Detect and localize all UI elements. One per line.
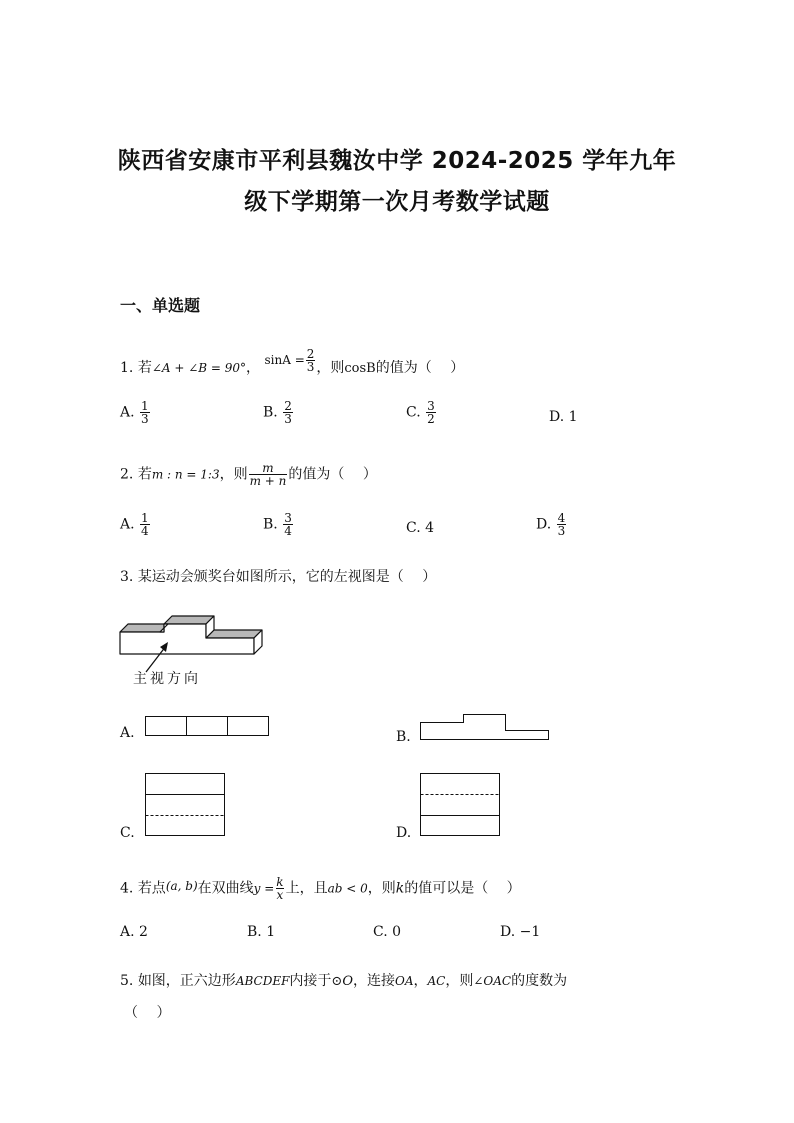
option-value: 1 (568, 409, 578, 425)
question-4 (120, 876, 521, 901)
math-k: k (395, 880, 405, 897)
question-number: 5. (120, 973, 134, 989)
math-sin-label: sinA = (264, 353, 305, 367)
q1-option-b[interactable] (263, 400, 294, 425)
option-label: B. (263, 404, 278, 421)
math-hexagon: ABCDEF (235, 974, 290, 988)
question-number: 1. (120, 360, 134, 376)
question-text: 的度数为 (511, 973, 568, 989)
question-number: 4. (120, 880, 134, 897)
q2-option-d[interactable] (536, 512, 567, 537)
option-label: D. (500, 924, 516, 940)
math-fraction (249, 462, 288, 487)
option-value: 2 (139, 924, 148, 940)
question-text: 内接于 (289, 973, 332, 989)
fraction-denominator: 3 (284, 412, 292, 426)
math-fraction (306, 348, 316, 373)
option-value: 0 (392, 924, 402, 940)
q3-option-a-figure[interactable] (145, 716, 270, 738)
option-fraction (283, 400, 293, 425)
option-label: D. (549, 409, 565, 425)
question-text: 在双曲线 (197, 880, 254, 897)
q4-option-c[interactable] (373, 924, 401, 940)
question-text: 上，且 (285, 880, 328, 897)
fraction-numerator: 1 (141, 399, 149, 413)
q3-option-b-label[interactable]: B. (396, 729, 411, 745)
fraction-numerator: k (276, 875, 284, 889)
q4-option-d[interactable] (500, 924, 540, 940)
option-label: C. (373, 924, 388, 940)
question-text: ，则 (445, 973, 474, 989)
option-label: A. (120, 404, 135, 421)
math-sin (264, 347, 317, 374)
question-text: 的值可以是（ ） (404, 880, 521, 897)
question-text: ，连接 (352, 973, 395, 989)
fraction-denominator: 4 (284, 524, 292, 538)
question-text: 的值为（ ） (288, 466, 377, 483)
option-label: D. (536, 516, 552, 533)
fraction-denominator: x (276, 888, 284, 902)
figure-caption: 主视方向 (133, 671, 201, 687)
question-text: 如图，正六边形 (137, 973, 236, 989)
question-text: ，则 (367, 880, 396, 897)
option-label: A. (120, 924, 135, 940)
fraction-denominator: 2 (427, 412, 435, 426)
fraction-denominator: m + n (249, 474, 287, 488)
option-label: C. (406, 404, 421, 421)
option-value: 1 (266, 924, 276, 940)
fraction-denominator: 3 (557, 524, 566, 538)
math-angle: ∠OAC (473, 974, 512, 988)
q3-option-d-figure[interactable] (420, 773, 502, 839)
page-title-line-2: 级下学期第一次月考数学试题 (244, 189, 550, 215)
math-condition: ∠A + ∠B = 90° (151, 361, 247, 375)
q4-option-b[interactable] (247, 924, 275, 940)
q2-option-b[interactable] (263, 512, 294, 537)
question-5 (120, 970, 567, 990)
fraction-denominator: 3 (306, 360, 315, 374)
math-circle: ⊙O (331, 974, 353, 989)
math-curve-y: y = (253, 881, 275, 896)
fraction-numerator: 2 (284, 399, 292, 413)
question-text: ，则 (316, 360, 345, 376)
question-text: ， (413, 973, 428, 989)
q3-option-a-label[interactable]: A. (120, 725, 135, 741)
option-label: C. (406, 520, 421, 536)
option-fraction (283, 512, 293, 537)
question-1 (120, 347, 465, 381)
q3-option-c-label[interactable]: C. (120, 825, 135, 841)
fraction-denominator: 4 (141, 524, 149, 538)
q1-option-a[interactable] (120, 400, 151, 425)
option-fraction (140, 400, 150, 425)
q4-option-a[interactable] (120, 924, 148, 940)
question-number: 2. (120, 466, 134, 483)
option-label: B. (263, 516, 278, 533)
question-text: ， (246, 360, 261, 376)
math-condition: ab < 0 (327, 881, 368, 896)
q3-option-d-label[interactable]: D. (396, 825, 412, 841)
q1-option-c[interactable] (406, 400, 437, 425)
q1-option-d[interactable] (549, 409, 578, 425)
fraction-numerator: m (262, 461, 274, 475)
question-text: 的值为（ ） (375, 360, 465, 376)
math-segment-oa: OA (394, 974, 414, 988)
fraction-numerator: 3 (284, 511, 292, 525)
math-fraction (275, 876, 284, 901)
q2-option-a[interactable] (120, 512, 151, 537)
math-ratio: m : n = 1:3 (151, 467, 220, 482)
fraction-numerator: 3 (427, 399, 435, 413)
podium-right-top (206, 630, 262, 638)
question-text: ，则 (219, 466, 248, 483)
option-value: 4 (425, 520, 435, 536)
question-5-answer-bracket: （ ） (124, 1005, 171, 1021)
question-number: 3. (120, 569, 134, 585)
math-segment-ac: AC (427, 974, 446, 988)
question-3 (120, 566, 436, 586)
math-point: (a, b) (165, 878, 198, 893)
fraction-numerator: 4 (557, 511, 566, 525)
question-text: 若 (137, 466, 152, 483)
fraction-numerator: 2 (306, 347, 315, 361)
q3-option-c-figure[interactable] (145, 773, 227, 839)
option-value: −1 (519, 924, 541, 940)
question-2 (120, 462, 377, 487)
question-text: 若点 (137, 880, 166, 897)
option-label: A. (120, 516, 135, 533)
page-title-line-1: 陕西省安康市平利县魏汝中学 2024-2025 学年九年 (117, 148, 677, 174)
fraction-denominator: 3 (141, 412, 149, 426)
fraction-numerator: 1 (141, 511, 149, 525)
option-fraction (557, 512, 567, 537)
option-label: B. (247, 924, 262, 940)
option-fraction (426, 400, 436, 425)
question-text: 若 (137, 360, 152, 376)
math-cos: cosB (344, 361, 376, 376)
q3-option-b-figure[interactable] (420, 712, 550, 742)
section-heading: 一、单选题 (120, 296, 201, 315)
question-text: 某运动会颁奖台如图所示，它的左视图是（ ） (137, 569, 437, 585)
q2-option-c[interactable] (406, 520, 434, 536)
option-fraction (140, 512, 150, 537)
